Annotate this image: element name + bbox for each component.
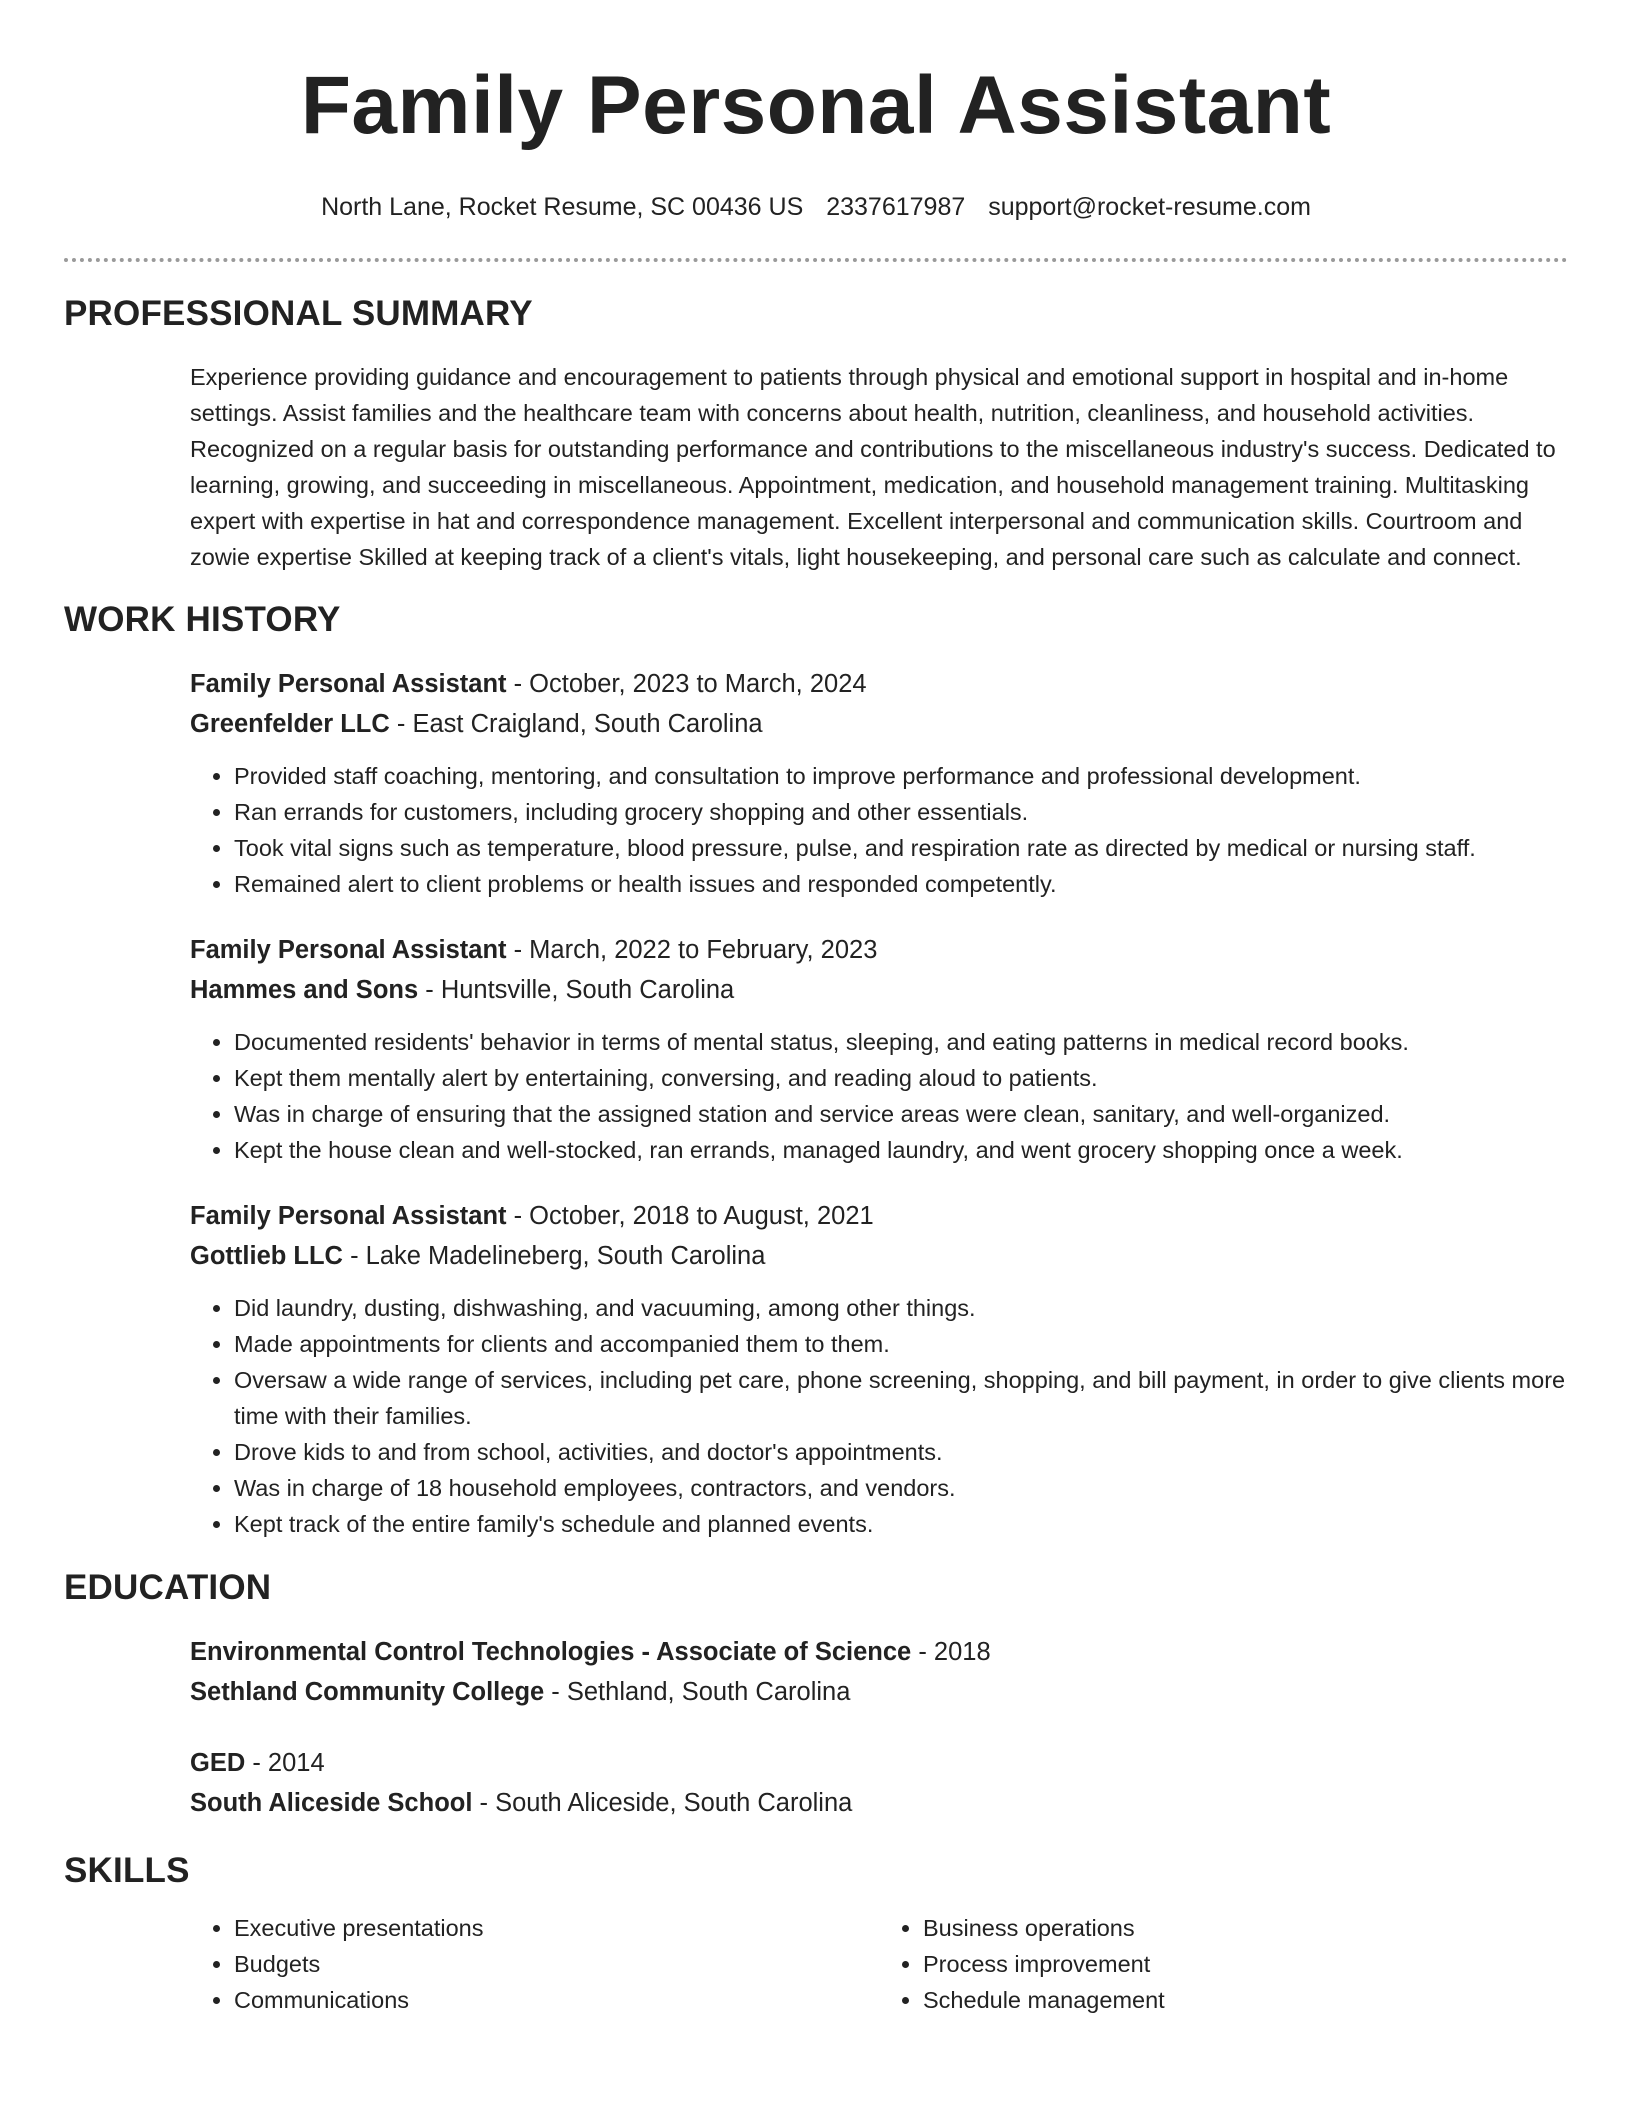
job-location: - Huntsville, South Carolina	[418, 976, 735, 1004]
skill-item: • Schedule management	[923, 1982, 1568, 2018]
skill-item: • Communications	[234, 1982, 879, 2018]
list-item: • Ran errands for customers, including grocery shopping and other essentials.	[234, 794, 1568, 830]
list-item: • Documented residents' behavior in terms of mental status, sleeping, and eating patterns in medical record books.	[234, 1024, 1568, 1060]
list-item: • Remained alert to client problems or health issues and responded competently.	[234, 866, 1568, 902]
job-entry	[190, 1196, 1568, 1542]
work-title: WORK HISTORY	[64, 600, 341, 639]
summary-title: PROFESSIONAL SUMMARY	[64, 294, 533, 333]
job-company-line	[190, 704, 1568, 744]
education-section	[64, 1566, 1568, 1823]
job-role: Family Personal Assistant	[190, 936, 507, 964]
education-entry	[190, 1743, 1568, 1823]
degree-name: GED	[190, 1749, 246, 1777]
list-item: • Made appointments for clients and accompanied them to them.	[234, 1326, 1568, 1362]
degree-year: - 2014	[245, 1749, 325, 1777]
summary-section	[64, 292, 1568, 575]
school-line	[190, 1783, 1568, 1823]
job-entry	[190, 930, 1568, 1168]
list-item: • Oversaw a wide range of services, including pet care, phone screening, shopping, and bill payment, in order to give clients more time with their families.	[234, 1362, 1568, 1434]
job-role: Family Personal Assistant	[190, 1202, 507, 1230]
contact-address: North Lane, Rocket Resume, SC 00436 US	[321, 193, 804, 221]
job-bullets	[190, 758, 1568, 902]
work-section	[64, 598, 1568, 1542]
job-company: Gottlieb LLC	[190, 1242, 343, 1270]
job-location: - East Craigland, South Carolina	[389, 710, 763, 738]
skill-item: • Executive presentations	[234, 1910, 879, 1946]
list-item: • Was in charge of 18 household employees, contractors, and vendors.	[234, 1470, 1568, 1506]
degree-name: Environmental Control Technologies - Associate of Science	[190, 1638, 912, 1666]
school-name: South Aliceside School	[190, 1789, 473, 1817]
degree-line	[190, 1632, 1568, 1672]
job-location: - Lake Madelineberg, South Carolina	[342, 1242, 766, 1270]
job-title-line	[190, 1196, 1568, 1236]
degree-line	[190, 1743, 1568, 1783]
job-company-line	[190, 1236, 1568, 1276]
list-item: • Drove kids to and from school, activities, and doctor's appointments.	[234, 1434, 1568, 1470]
skills-title: SKILLS	[64, 1851, 190, 1890]
list-item: • Kept the house clean and well-stocked, ran errands, managed laundry, and went grocery shopping once a week.	[234, 1132, 1568, 1168]
skills-grid	[190, 1893, 1568, 2018]
list-item: • Was in charge of ensuring that the assigned station and service areas were clean, sanitary, and well-organized.	[234, 1096, 1568, 1132]
contact-phone: 2337617987	[826, 193, 966, 221]
school-location: - Sethland, South Carolina	[544, 1678, 851, 1706]
summary-text: Experience providing guidance and encouragement to patients through physical and emotional support in hospital and in-home settings. Assist families and the healthcare team with concerns about health, nutrition, cleanliness, and household activities. Recognized on a regular basis for outstanding performance and contributions to the miscellaneous industry's success. Dedicated to learning, growing, and succeeding in miscellaneous. Appointment, medication, and household management training. Multitasking expert with expertise in hat and correspondence management. Excellent interpersonal and communication skills. Courtroom and zowie expertise Skilled at keeping track of a client's vitals, light housekeeping, and personal care such as calculate and connect.	[190, 364, 1556, 570]
resume-name: Family Personal Assistant	[300, 60, 1332, 151]
header-divider	[64, 258, 1568, 262]
school-name: Sethland Community College	[190, 1678, 545, 1706]
list-item: • Kept them mentally alert by entertaining, conversing, and reading aloud to patients.	[234, 1060, 1568, 1096]
skills-column-right	[879, 1910, 1568, 2018]
job-company-line	[190, 970, 1568, 1010]
job-entry	[190, 664, 1568, 902]
job-role: Family Personal Assistant	[190, 670, 507, 698]
skill-item: • Process improvement	[923, 1946, 1568, 1982]
school-line	[190, 1672, 1568, 1712]
skills-column-left	[190, 1910, 879, 2018]
job-title-line	[190, 930, 1568, 970]
job-dates: - October, 2023 to March, 2024	[506, 670, 867, 698]
contact-line	[64, 189, 1568, 225]
job-company: Hammes and Sons	[190, 976, 419, 1004]
skill-item: • Business operations	[923, 1910, 1568, 1946]
job-company: Greenfelder LLC	[190, 710, 390, 738]
list-item: • Provided staff coaching, mentoring, and consultation to improve performance and professional development.	[234, 758, 1568, 794]
job-bullets	[190, 1290, 1568, 1542]
school-location: - South Aliceside, South Carolina	[472, 1789, 853, 1817]
skills-section	[64, 1849, 1568, 2018]
list-item: • Took vital signs such as temperature, blood pressure, pulse, and respiration rate as directed by medical or nursing staff.	[234, 830, 1568, 866]
education-title: EDUCATION	[64, 1568, 272, 1607]
job-bullets	[190, 1024, 1568, 1168]
job-title-line	[190, 664, 1568, 704]
job-dates: - October, 2018 to August, 2021	[506, 1202, 874, 1230]
list-item: • Did laundry, dusting, dishwashing, and vacuuming, among other things.	[234, 1290, 1568, 1326]
skill-item: • Budgets	[234, 1946, 879, 1982]
job-dates: - March, 2022 to February, 2023	[506, 936, 878, 964]
degree-year: - 2018	[911, 1638, 991, 1666]
education-entry	[190, 1632, 1568, 1712]
list-item: • Kept track of the entire family's schedule and planned events.	[234, 1506, 1568, 1542]
contact-email: support@rocket-resume.com	[988, 193, 1311, 221]
